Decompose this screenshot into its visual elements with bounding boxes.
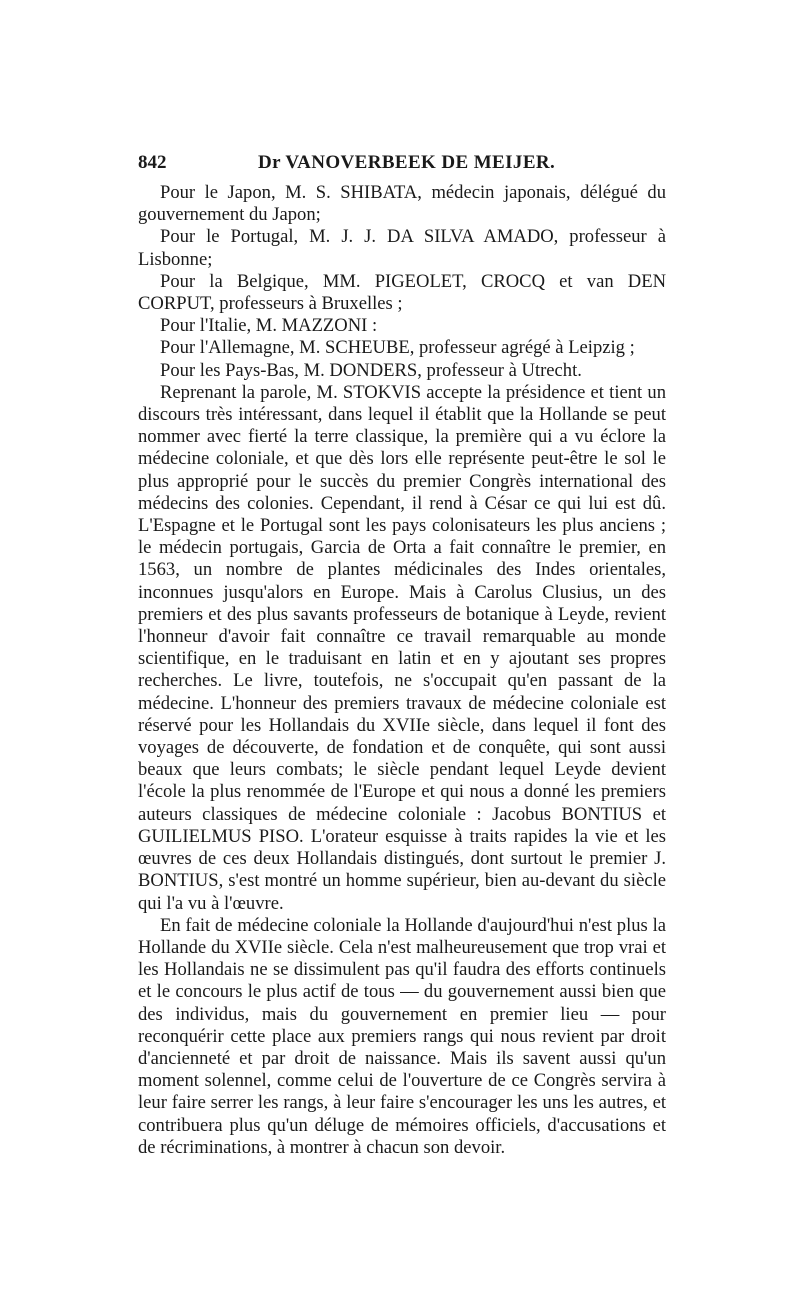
paragraph-belgique: Pour la Belgique, MM. PIGEOLET, CROCQ et van DEN CORPUT, professeurs à Bruxelles ; xyxy=(138,270,666,315)
paragraph-italie: Pour l'Italie, M. MAZZONI : xyxy=(160,315,378,337)
paragraph-hollande-aujourdhui: En fait de médecine coloniale la Hollande d'aujourd'hui n'est plus la Hollande du XVIIe siècle. Cela n'est malheureusement que trop vrai et les Hollandais ne se dissimulent pas qu'il faudra des efforts continuels et le concours le plus actif de tous — du gouvernement aussi bien que des individus, mais du gouvernement en premier lieu — pour reconquérir cette place aux premiers rangs qui nous revient par droit d'ancienneté et par droit de naissance. Mais ils savent aussi qu'un moment solennel, comme celui de l'ouverture de ce Congrès servira à leur faire serrer les rangs, à leur faire s'encourager les uns les autres, et contribuera plus qu'un déluge de mémoires officiels, d'accusations et de récriminations, à montrer à chacun son devoir. xyxy=(138,914,666,1158)
paragraph-japon: Pour le Japon, M. S. SHIBATA, médecin japonais, délégué du gouvernement du Japon; xyxy=(138,182,666,226)
paragraph-allemagne: Pour l'Allemagne, M. SCHEUBE, professeur agrégé à Leipzig ; xyxy=(160,337,635,359)
page-number: 842 xyxy=(138,152,167,173)
body-text xyxy=(138,182,666,1159)
paragraph-stokvis-discours: Reprenant la parole, M. STOKVIS accepte la présidence et tient un discours très intéressant, dans lequel il établit que la Hollande se peut nommer avec fierté la terre classique, la première qui a vu éclore la médecine coloniale, et que dès lors elle représente peut-être le sol le plus approprié pour le succès du premier Congrès international des médecins des colonies. Cependant, il rend à César ce qui lui est dû. L'Espagne et le Portugal sont les pays colonisateurs les plus anciens ; le médecin portugais, Garcia de Orta a fait connaître le premier, en 1563, un nombre de plantes médicinales des Indes orientales, inconnues jusqu'alors en Europe. Mais à Carolus Clusius, un des premiers et des plus savants professeurs de botanique à Leyde, revient l'honneur d'avoir fait connaître ce travail remarquable au monde scientifique, en le traduisant en latin et en y ajoutant ses propres recherches. Le livre, toutefois, ne s'occupait qu'en passant de la médecine. L'honneur des premiers travaux de médecine coloniale est réservé pour les Hollandais du XVIIe siècle, dans lequel il font des voyages de découverte, de fondation et de conquête, qui sont aussi beaux que leurs combats; le siècle pendant lequel Leyde devient l'école la plus renommée de l'Europe et qui nous a donné les premiers auteurs classiques de médecine coloniale : Jacobus BONTIUS et GUILIELMUS PISO. L'orateur esquisse à traits rapides la vie et les œuvres de ces deux Hollandais distingués, dont surtout le premier J. BONTIUS, s'est montré un homme supérieur, bien au-devant du siècle qui l'a vu à l'œuvre. xyxy=(138,381,666,914)
paragraph-pays-bas: Pour les Pays-Bas, M. DONDERS, professeur à Utrecht. xyxy=(160,359,582,381)
book-page xyxy=(138,152,666,1159)
running-head-title: Dr VANOVERBEEK DE MEIJER. xyxy=(258,152,556,173)
running-head xyxy=(138,152,666,182)
paragraph-portugal: Pour le Portugal, M. J. J. DA SILVA AMADO, professeur à Lisbonne; xyxy=(138,226,666,270)
